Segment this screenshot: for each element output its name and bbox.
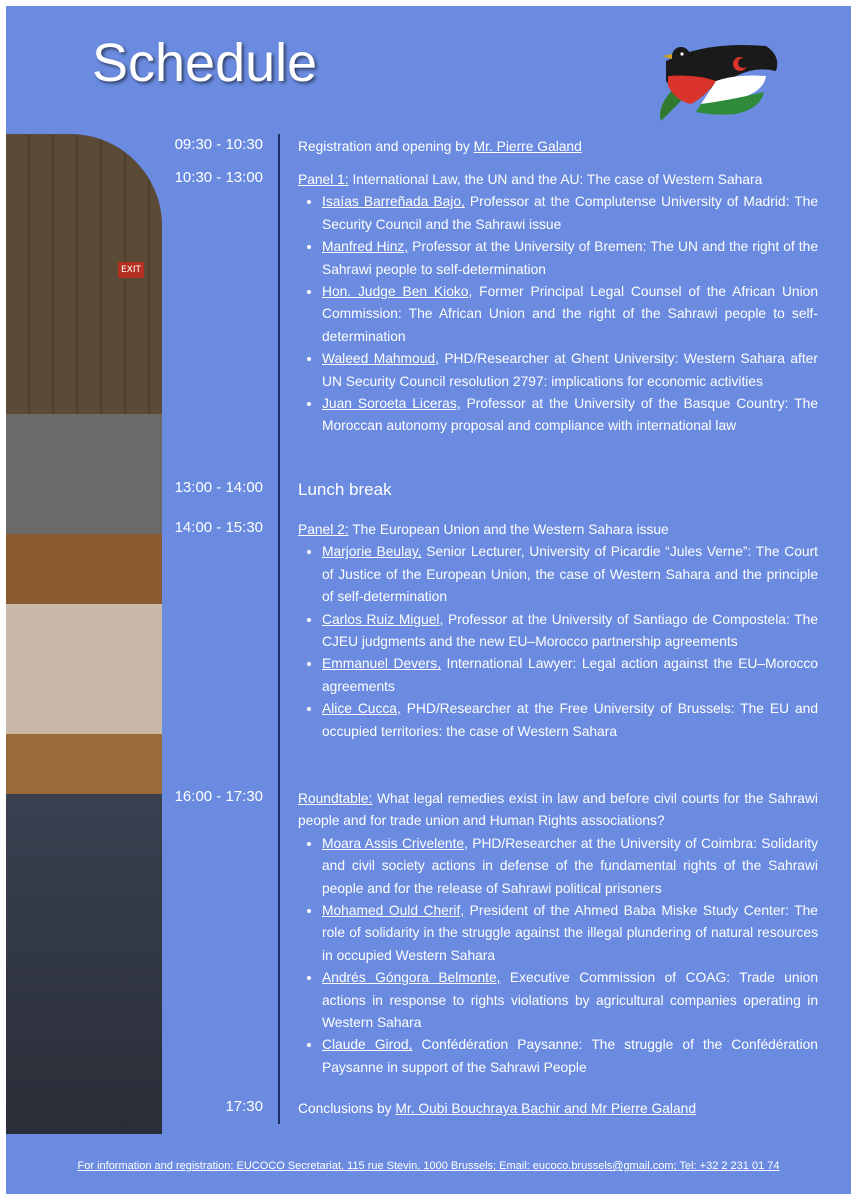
speaker-link[interactable]: Alice Cucca, <box>322 701 401 717</box>
schedule-content <box>298 1098 818 1120</box>
speaker-link[interactable]: Waleed Mahmoud, <box>322 351 439 367</box>
speaker-link[interactable]: Isaías Barreñada Bajo, <box>322 194 465 210</box>
speaker-link[interactable]: Claude Girod, <box>322 1037 413 1053</box>
sahrawi-flag-bird-logo-icon <box>636 26 786 126</box>
speaker-topic: PHD/Researcher at the Free University of Brussels: The EU and occupied territories: the case of Western Sahara <box>322 701 818 739</box>
panel-heading <box>298 788 818 833</box>
list-item <box>322 393 818 438</box>
schedule-content <box>298 788 818 1079</box>
speaker-list <box>298 541 818 743</box>
speaker-link[interactable]: Juan Soroeta Liceras, <box>322 396 461 412</box>
time-slot: 16:00 - 17:30 <box>174 788 263 805</box>
list-item <box>322 1034 818 1079</box>
speaker-topic: PHD/Researcher at Ghent University: Western Sahara after UN Security Council resolution 2797: implications for economic activities <box>322 351 818 389</box>
list-item <box>322 281 818 348</box>
photo-delegates <box>6 794 162 1134</box>
photo-seating <box>6 414 162 534</box>
conference-photo <box>6 134 162 1134</box>
time-slot: 09:30 - 10:30 <box>174 136 263 153</box>
speaker-topic: Professor at the Complutense University of Madrid: The Security Council and the Sahrawi issue <box>322 194 818 232</box>
speaker-link[interactable]: Andrés Góngora Belmonte, <box>322 970 501 986</box>
timeline-divider <box>278 134 280 1124</box>
page-title: Schedule <box>92 33 318 93</box>
speaker-link[interactable]: Carlos Ruiz Miguel, <box>322 611 444 627</box>
photo-desk <box>6 534 162 604</box>
schedule-content <box>298 136 818 158</box>
schedule-content <box>298 479 818 501</box>
speaker-list <box>298 191 818 437</box>
photo-desk-front <box>6 734 162 794</box>
speaker-topic: Professor at the University of Bremen: The UN and the right of the Sahrawi people to self-determination <box>322 239 818 277</box>
time-slot: 17:30 <box>225 1098 263 1115</box>
panel-heading <box>298 519 818 541</box>
list-item <box>322 900 818 967</box>
speaker-link[interactable]: Emmanuel Devers, <box>322 656 442 672</box>
row-text: Conclusions by <box>298 1101 396 1116</box>
list-item <box>322 236 818 281</box>
time-slot: 13:00 - 14:00 <box>174 479 263 496</box>
speaker-link[interactable]: Marjorie Beulay, <box>322 544 422 560</box>
list-item <box>322 833 818 900</box>
speaker-topic: Confédération Paysanne: The struggle of the Confédération Paysanne in support of the Sahrawi People <box>322 1037 818 1075</box>
list-item <box>322 967 818 1034</box>
speaker-link[interactable]: Mr. Oubi Bouchraya Bachir and Mr Pierre Galand <box>395 1101 697 1116</box>
speaker-topic: President of the Ahmed Baba Miske Study Center: The role of solidarity in the struggle against the illegal plundering of natural resources in occupied Western Sahara <box>322 903 818 963</box>
panel-title: International Law, the UN and the AU: The case of Western Sahara <box>348 172 763 187</box>
list-item <box>322 348 818 393</box>
panel-heading <box>298 169 818 191</box>
speaker-link[interactable]: Hon. Judge Ben Kioko, <box>322 284 473 300</box>
contact-footer[interactable]: For information and registration: EUCOCO Secretariat, 115 rue Stevin, 1000 Brussels; Email: eucoco.brussels@gmail.com; Tel: +32 2 231 01 74 <box>77 1160 780 1172</box>
time-slot: 10:30 - 13:00 <box>174 169 263 186</box>
speaker-topic: International Lawyer: Legal action against the EU–Morocco agreements <box>322 656 818 694</box>
row-text: Registration and opening by <box>298 139 474 154</box>
schedule-page <box>6 6 851 1194</box>
panel-label[interactable]: Panel 1: <box>298 172 349 187</box>
schedule-content <box>298 169 818 438</box>
speaker-link[interactable]: Manfred Hinz, <box>322 239 409 255</box>
time-slot: 14:00 - 15:30 <box>174 519 263 536</box>
list-item <box>322 698 818 743</box>
list-item <box>322 541 818 608</box>
schedule-content <box>298 519 818 743</box>
speaker-topic: Former Principal Legal Counsel of the African Union Commission: The African Union and the right of the Sahrawi people to self-determination <box>322 284 818 344</box>
speaker-link[interactable]: Mr. Pierre Galand <box>473 139 582 154</box>
speaker-topic: Executive Commission of COAG: Trade union actions in response to rights violations by agricultural companies operating in Western Sahara <box>322 970 818 1031</box>
speaker-topic: Senior Lecturer, University of Picardie “Jules Verne”: The Court of Justice of the European Union, the case of Western Sahara and the principle of self-determination <box>322 544 818 605</box>
photo-exit-sign: EXIT <box>118 262 144 278</box>
list-item <box>322 191 818 236</box>
panel-label[interactable]: Roundtable: <box>298 791 373 806</box>
speaker-list <box>298 833 818 1079</box>
list-item <box>322 609 818 654</box>
speaker-topic: Professor at the University of Santiago de Compostela: The CJEU judgments and the new EU–Morocco partnership agreements <box>322 611 818 650</box>
speaker-link[interactable]: Mohamed Ould Cherif, <box>322 903 465 919</box>
speaker-topic: PHD/Researcher at the University of Coimbra: Solidarity and civil society actions in defense of the fundamental rights of the Sahrawi people and for the release of Sahrawi political prisoners <box>322 835 818 896</box>
list-item <box>322 653 818 698</box>
lunch-break-text: Lunch break <box>298 480 392 499</box>
speaker-link[interactable]: Moara Assis Crivelente, <box>322 835 468 851</box>
panel-title: The European Union and the Western Sahara issue <box>348 522 669 537</box>
panel-title: What legal remedies exist in law and before civil courts for the Sahrawi people and for trade union and Human Rights associations? <box>298 791 818 829</box>
speaker-topic: Professor at the University of the Basque Country: The Moroccan autonomy proposal and compliance with international law <box>322 396 819 434</box>
panel-label[interactable]: Panel 2: <box>298 522 349 537</box>
